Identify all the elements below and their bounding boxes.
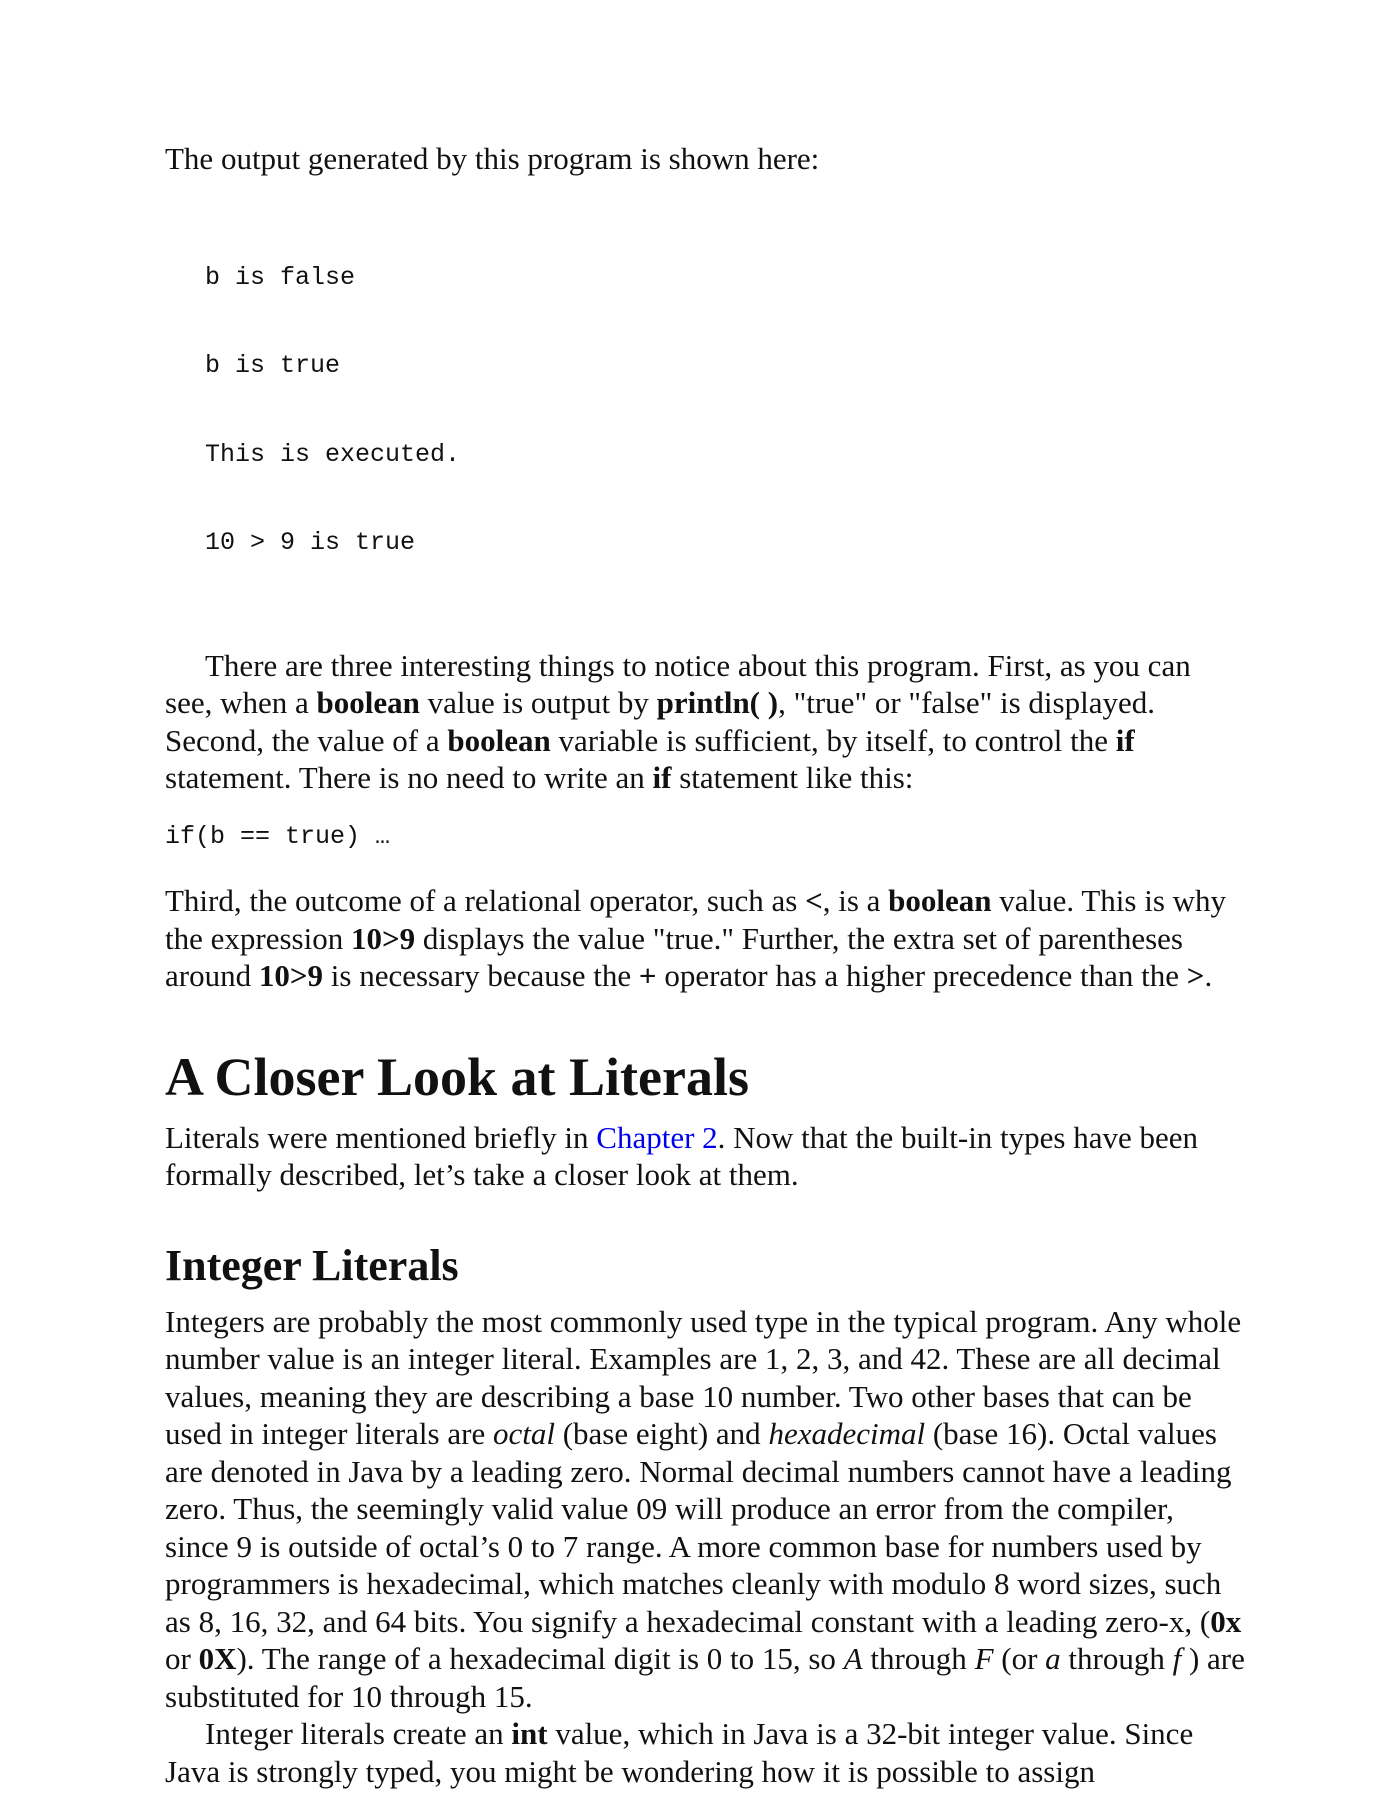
operator-plus: + bbox=[638, 958, 657, 993]
text-run: ). The range of a hexadecimal digit is 0 to 15, so bbox=[236, 1641, 844, 1676]
text-run: variable is sufficient, by itself, to control the bbox=[550, 722, 1116, 758]
term-octal: octal bbox=[492, 1416, 555, 1451]
text-run: or bbox=[165, 1641, 199, 1676]
text-run: (base eight) and bbox=[554, 1416, 769, 1451]
document-page bbox=[165, 140, 1245, 1790]
operator-greater-than: > bbox=[1186, 958, 1205, 993]
text-run: Literals were mentioned briefly in bbox=[165, 1119, 597, 1155]
chapter-2-link[interactable]: Chapter 2 bbox=[596, 1119, 718, 1155]
hex-digit-f-upper: F bbox=[974, 1641, 994, 1676]
intro-paragraph: The output generated by this program is shown here: bbox=[165, 141, 820, 176]
keyword-boolean: boolean bbox=[447, 722, 551, 758]
text-run: through bbox=[862, 1641, 975, 1676]
keyword-if: if bbox=[1115, 722, 1135, 758]
text-run: Third, the outcome of a relational operator, such as bbox=[165, 883, 806, 918]
text-run: value, which in Java is a 32-bit integer value. Since Java is strongly typed, you might be wondering how it is possible to assign bbox=[165, 1716, 1194, 1789]
text-run: . Now that the built-in types have been formally described, let’s take a closer look at them. bbox=[165, 1119, 1199, 1192]
keyword-boolean: boolean bbox=[316, 685, 420, 720]
keyword-boolean: boolean bbox=[888, 883, 992, 918]
text-run: value. This is why the expression bbox=[165, 883, 1227, 956]
text-run: ) are substituted for 10 through 15. bbox=[165, 1641, 1245, 1714]
text-run: (or bbox=[993, 1641, 1046, 1676]
text-run: is necessary because the bbox=[323, 958, 639, 993]
explanation-paragraph bbox=[165, 647, 1245, 797]
expression-10-gt-9: 10>9 bbox=[258, 958, 324, 993]
hex-prefix-upper: 0X bbox=[198, 1641, 237, 1676]
text-run: Integer literals create an bbox=[205, 1716, 512, 1751]
relational-paragraph bbox=[165, 882, 1245, 995]
keyword-if: if bbox=[652, 760, 672, 795]
text-run: . bbox=[1204, 958, 1213, 993]
term-hexadecimal: hexadecimal bbox=[768, 1416, 926, 1451]
section-heading-literals: A Closer Look at Literals bbox=[165, 1046, 749, 1107]
operator-less-than: < bbox=[805, 883, 823, 918]
expression-10-gt-9: 10>9 bbox=[350, 920, 416, 956]
text-run: Integers are probably the most commonly used type in the typical program. Any whole number value is an integer literal. Examples are 1, 2, 3, and 42. These are all decimal values, meaning they are describing a base 10 number. Two other bases that can be used in integer literals are bbox=[165, 1303, 1242, 1451]
text-run: value is output by bbox=[419, 685, 657, 720]
output-line: This is executed. bbox=[205, 439, 461, 469]
if-code-example: if(b == true) … bbox=[165, 821, 391, 851]
keyword-int: int bbox=[511, 1716, 548, 1751]
hex-prefix-lower: 0x bbox=[1210, 1603, 1242, 1639]
text-run: statement. There is no need to write an bbox=[165, 760, 653, 795]
hex-digit-a-lower: a bbox=[1045, 1641, 1061, 1676]
text-run: (base 16). Octal values are denoted in Java by a leading zero. Normal decimal numbers cannot have a leading zero. Thus, the seemingly valid value 09 will produce an error from the compiler, since 9 is outside of octal’s 0 to 7 range. A more common base for numbers used by programmers is hexadecimal, which matches cleanly with modulo 8 word sizes, such as 8, 16, 32, and 64 bits. You signify a hexadecimal constant with a leading zero-x, ( bbox=[165, 1416, 1232, 1639]
output-line: b is false bbox=[205, 262, 356, 292]
text-run: statement like this: bbox=[671, 760, 914, 795]
hex-digit-f-lower: f bbox=[1172, 1641, 1182, 1676]
hex-digit-a-upper: A bbox=[843, 1641, 863, 1676]
subsection-heading-integer-literals: Integer Literals bbox=[165, 1240, 459, 1290]
text-run: displays the value "true." Further, the extra set of parentheses around bbox=[165, 920, 1183, 993]
output-code-block bbox=[205, 204, 1245, 617]
literals-intro-paragraph bbox=[165, 1119, 1245, 1194]
int-value-paragraph bbox=[165, 1715, 1245, 1790]
output-line: 10 > 9 is true bbox=[205, 528, 416, 557]
keyword-println: println( ) bbox=[656, 685, 779, 720]
integer-literals-paragraph bbox=[165, 1303, 1245, 1716]
text-run: operator has a higher precedence than the bbox=[656, 958, 1187, 993]
text-run: , is a bbox=[822, 883, 889, 918]
output-line: b is true bbox=[205, 351, 341, 380]
text-run: through bbox=[1060, 1641, 1173, 1676]
text-run: There are three interesting things to notice about this program. First, as you can see, when a bbox=[165, 647, 1191, 720]
text-run: , "true" or "false" is displayed. Second, the value of a bbox=[165, 685, 1155, 758]
